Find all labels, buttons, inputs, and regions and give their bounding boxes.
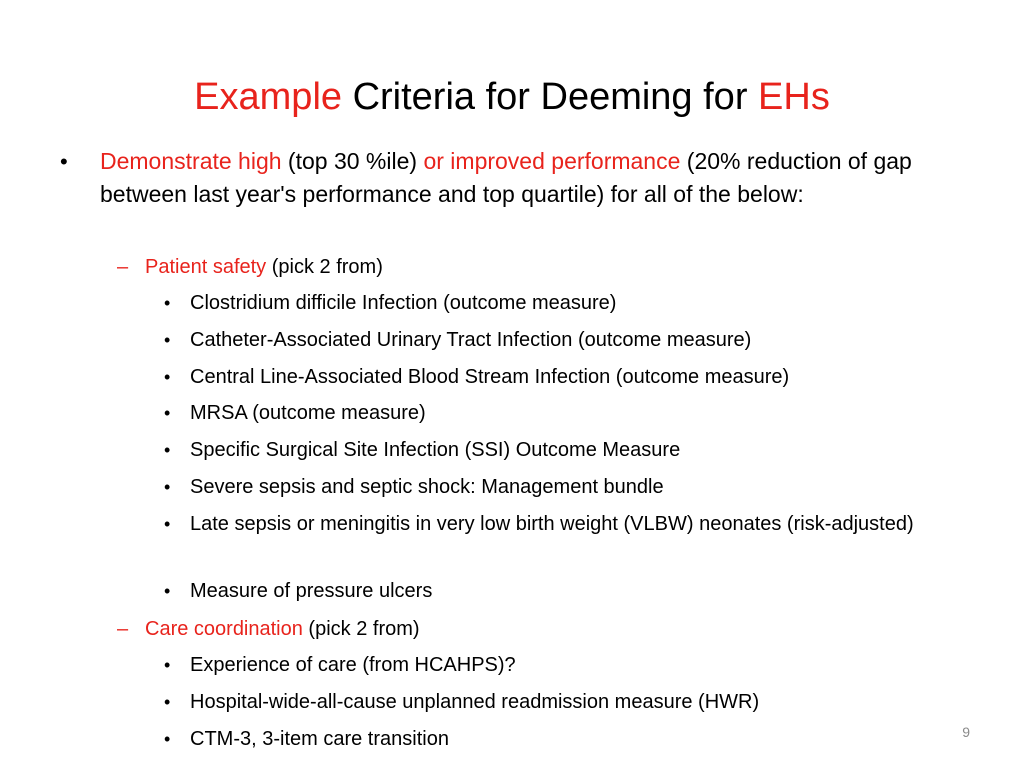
bullet-icon: • [164, 477, 171, 497]
list-item-text: Hospital-wide-all-cause unplanned readmission measure (HWR) [190, 691, 760, 713]
bullet-icon: • [164, 514, 171, 534]
list-item [164, 576, 960, 606]
bullet-icon: • [164, 367, 171, 387]
list-item [164, 288, 960, 318]
title-example: Example [194, 76, 343, 118]
bullet-icon: • [164, 581, 171, 601]
bullet-icon: • [164, 655, 171, 675]
list-item-text: Experience of care (from HCAHPS)? [190, 654, 516, 676]
list-item [164, 362, 960, 392]
list-item [164, 435, 960, 465]
list-item-text: MRSA (outcome measure) [190, 402, 426, 424]
list-item [164, 724, 960, 754]
section-patient-safety [117, 252, 383, 282]
list-item-text: Clostridium difficile Infection (outcome measure) [190, 292, 617, 314]
top-30-text: (top 30 %ile) [281, 148, 424, 174]
improved-performance-text: or improved performance [423, 148, 681, 174]
list-item-text: Late sepsis or meningitis in very low birth weight (VLBW) neonates (risk-adjusted) [190, 513, 914, 535]
section-care-coordination [117, 614, 420, 644]
list-item-text: Catheter-Associated Urinary Tract Infection (outcome measure) [190, 329, 752, 351]
section-suffix: (pick 2 from) [302, 618, 420, 640]
page-number: 9 [962, 724, 970, 740]
bullet-icon: • [164, 403, 171, 423]
list-item [164, 509, 960, 539]
bullet-icon: • [164, 692, 171, 712]
list-item-text: Specific Surgical Site Infection (SSI) Outcome Measure [190, 439, 681, 461]
bullet-icon: • [60, 149, 68, 174]
bullet-icon: • [164, 729, 171, 749]
bullet-icon: • [164, 293, 171, 313]
list-item [164, 687, 960, 717]
bullet-icon: • [164, 330, 171, 350]
bullet-icon: • [164, 440, 171, 460]
reduction-text: (20% reduction of gap between last year's performance and top quartile) for all of the below: [100, 148, 912, 207]
main-bullet-item [60, 145, 960, 211]
section-suffix: (pick 2 from) [266, 256, 383, 278]
section-label: Patient safety [145, 256, 267, 278]
list-item [164, 472, 960, 502]
list-item [164, 650, 960, 680]
demonstrate-high-text: Demonstrate high [100, 148, 282, 174]
list-item-text: Central Line-Associated Blood Stream Infection (outcome measure) [190, 366, 790, 388]
list-item-text: Measure of pressure ulcers [190, 580, 433, 602]
slide-title [0, 74, 1024, 120]
dash-icon: – [117, 256, 129, 278]
list-item [164, 398, 960, 428]
list-item [164, 325, 960, 355]
title-middle: Criteria for Deeming for [342, 76, 759, 118]
list-item-text: CTM-3, 3-item care transition [190, 728, 449, 750]
section-label: Care coordination [145, 618, 303, 640]
title-ehs: EHs [758, 76, 830, 118]
dash-icon: – [117, 618, 129, 640]
list-item-text: Severe sepsis and septic shock: Management bundle [190, 476, 664, 498]
